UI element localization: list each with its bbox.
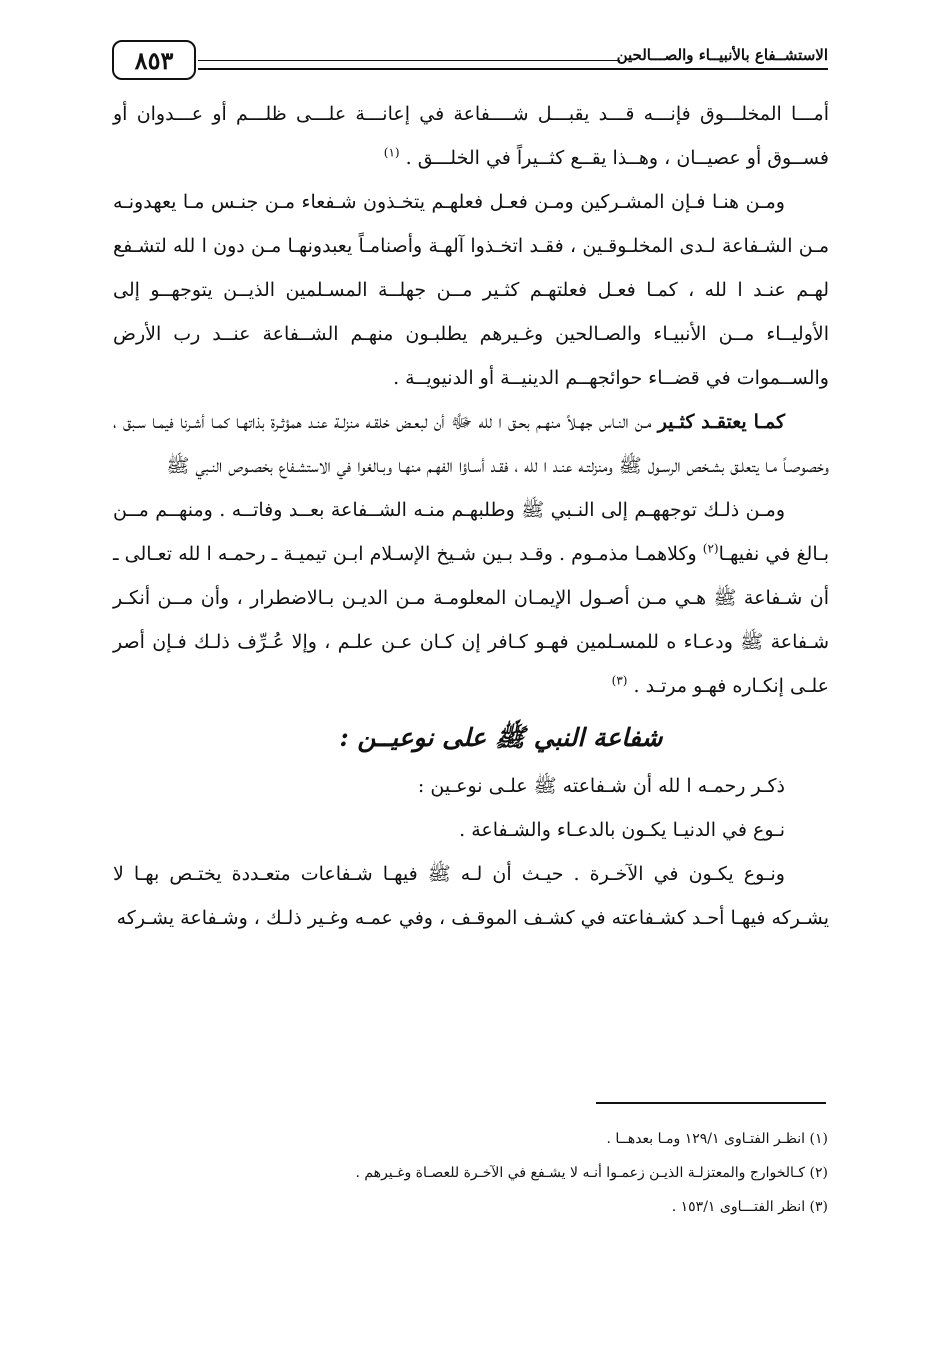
footnote-ref-2: (٢) (702, 541, 719, 556)
after-line-1: ذكـر رحمـه ا لله أن شـفاعته ﷺ علـى نوعـين : (417, 775, 785, 797)
header-rule-thin (198, 60, 620, 61)
footnote-ref-3: (٣) (611, 673, 628, 688)
after-line-2: نـوع في الدنيـا يكـون بالدعـاء والشـفاعة . (459, 819, 785, 841)
paragraph-2-text: ومـن هنـا فـإن المشـركين ومـن فعـل فعلهـم يتخـذون شـفعاء مـن جنـس مـا يعهدونـه مـن الشـفاعة لـدى المخلـوقـين ، فقـد اتخـذوا آلهـة وأصنامـاً يعبدونهـا مـن دون ا لله لتشـفع لهـم عنـد ا لله ، كمـا فعـل فعلتهـم كثـير مــن جهلــة المسـلمين الذيــن يتوجهــو إلى الأوليــاء مــن الأنبيـاء والصـالحين وغـيرهم يطلبـون منهـم الشــفاعة عنــد رب الأرض والســموات في قضــاء حوائجهــم الدينيــة أو الدنيويــة . (113, 191, 829, 389)
paragraph-4-text: ومـن ذلـك توجههـم إلى النـبي ﷺ وطلبهـم منـه الشــفاعة بعــد وفاتــه . ومنهــم مــن بـالغ في نفيهـا (113, 499, 829, 565)
paragraph-3-lead: كمـا يعتقـد كثـير (657, 411, 785, 433)
footnote-2: (٢) كـالخوارج والمعتزلـة الذيـن زعمـوا أنـه لا يشـفع في الآخـرة للعصـاة وغـيرهم . (355, 1165, 828, 1181)
paragraph-1 (113, 92, 829, 180)
header-rule-thick (198, 68, 828, 70)
footnote-3: (٣) انظر الفتـــاوى ١٥٣/١ . (671, 1199, 828, 1215)
paragraph-3 (113, 400, 829, 488)
paragraph-4-tail: وكلاهمـا مذمـوم . وقـد بـين شـيخ الإسـلام ابـن تيميـة ـ رحمـه ا لله تعـالى ـ أن شـفاعة ﷺ هـي مـن أصـول الإيمـان المعلومـة مـن الديـن بـالاضطرار ، وأن مــن أنكـر شـفاعة ﷺ ودعـاء ه للمسـلمين فهـو كـافر إن كـان عـن علـم ، وإلا عُـرِّف ذلـك فـإن أصر علـى إنكـاره فهـو مرتـد . (113, 543, 829, 697)
page-number: ٨٥٣ (134, 45, 174, 75)
footnote-ref-1: (١) (383, 145, 400, 160)
paragraph-1-text: أمـــا المخلـــوق فإنـــه قـــد يقبـــل شــــفاعة في إعانـــة علـــى ظلـــم أو عـــدوان أو فســوق أو عصيــان ، وهــذا يقــع كثــيراً في الخلـــق . (113, 103, 829, 169)
after-line-3: ونـوع يكـون في الآخـرة . حيـث أن لـه ﷺ فيهـا شـفاعات متعـددة يختـص بهـا لا يشـركه فيهـا أحـد كشـفاعته في كشـف الموقـف ، وفي عمـه وغـير ذلـك ، وشـفاعة يشـركه (113, 863, 829, 929)
page-number-box (112, 40, 196, 80)
paragraph-2 (113, 180, 829, 400)
footnote-separator (596, 1102, 826, 1104)
body-text (113, 92, 829, 940)
page-header (112, 40, 828, 86)
section-title: شفاعة النبي ﷺ على نوعيــن : (339, 723, 663, 752)
paragraph-4 (113, 488, 829, 708)
paragraph-3-text: مـن النـاس جهـلاً منهـم بحـق ا لله ﷻ أن لبعـض خلقـه منزلـة عنـد همؤثـرة بذاتهـا كمـا أشـرنا فيمـا سـبق ، وخصوصـاً مـا يتعلـق بشـخص الرسـول ﷺ ومنزلتـه عنـد ا لله ، فقـد أسـاؤا الفهـم منهـا وبـالغوا في الاستشـفاع بخصـوص النـبي ﷺ (113, 411, 829, 477)
footnote-1: (١) انظـر الفتـاوى ١٢٩/١ ومـا بعدهــا . (606, 1131, 828, 1147)
running-title: الاستشــفاع بالأنبيــاء والصـــالحين (616, 46, 828, 64)
footnotes (200, 1122, 828, 1224)
